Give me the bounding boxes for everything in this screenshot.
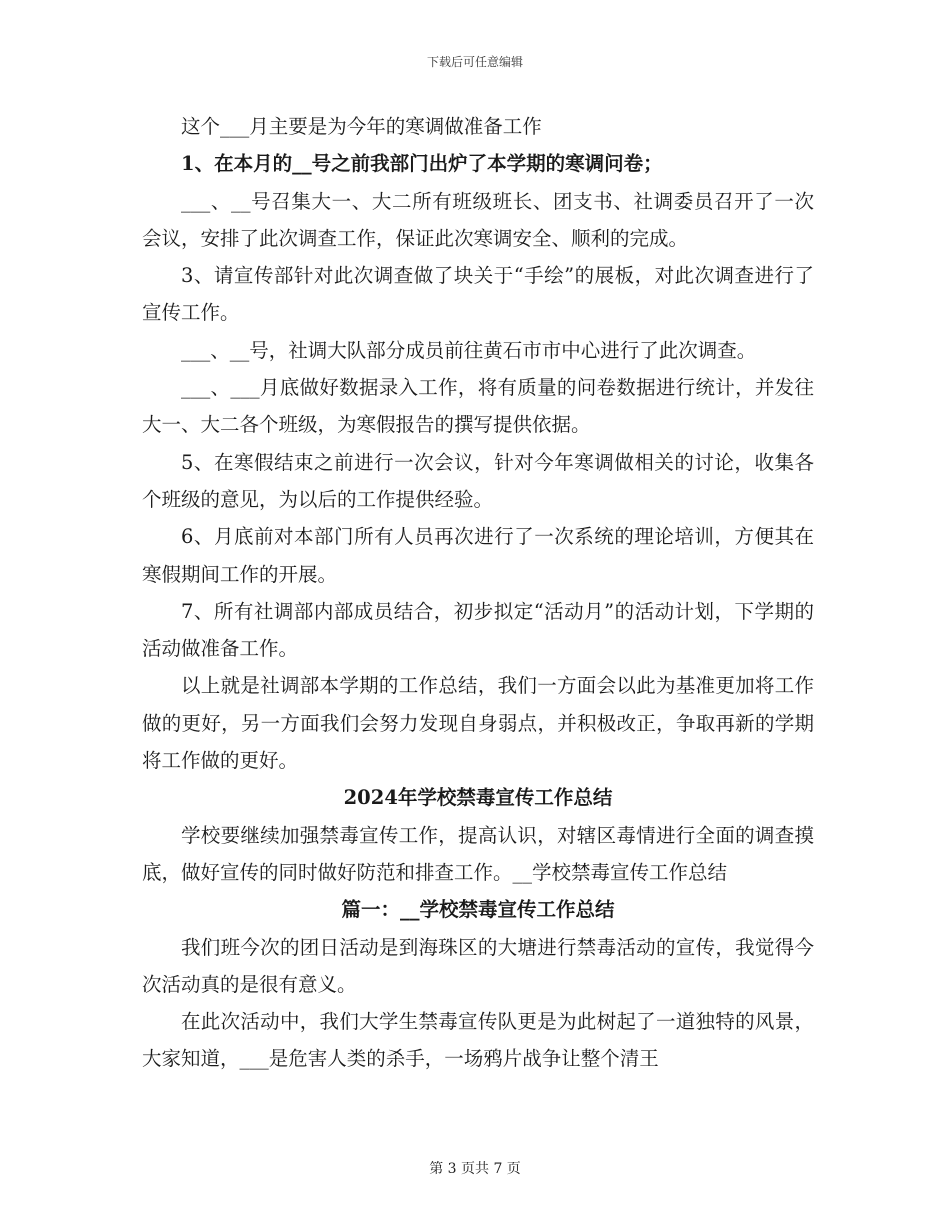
paragraph-1: 这个___月主要是为今年的寒调做准备工作 (181, 115, 542, 138)
section-heading-1: 2024年学校禁毒宣传工作总结 (343, 786, 613, 810)
page-footer: 第 3 页共 7 页 (429, 1161, 521, 1177)
paragraph-7: 5、在寒假结束之前进行一次会议，针对今年寒调做相关的讨论，收集各个班级的意见，为以后的工作提供经验。 (142, 450, 814, 511)
paragraph-8: 6、月底前对本部门所有人员再次进行了一次系统的理论培训，方便其在寒假期间工作的开展。 (142, 525, 814, 586)
paragraph-3: ___、__号召集大一、大二所有班级班长、团支书、社调委员召开了一次会议，安排了此次调查工作，保证此次寒调安全、顺利的完成。 (142, 189, 814, 250)
paragraph-5: ___、__号，社调大队部分成员前往黄石市市中心进行了此次调查。 (181, 338, 757, 362)
paragraph-10: 以上就是社调部本学期的工作总结，我们一方面会以此为基准更加将工作做的更好，另一方面我们会努力发现自身弱点，并积极改正，争取再新的学期将工作做的更好。 (142, 674, 814, 773)
paragraph-9: 7、所有社调部内部成员结合，初步拟定“活动月”的活动计划，下学期的活动做准备工作。 (142, 599, 814, 661)
paragraph-12: 我们班今次的团日活动是到海珠区的大塘进行禁毒活动的宣传，我觉得今次活动真的是很有意义。 (142, 935, 814, 996)
paragraph-6: ___、___月底做好数据录入工作，将有质量的问卷数据进行统计，并发往大一、大二各个班级，为寒假报告的撰写提供依据。 (142, 376, 814, 437)
section-heading-2: 篇一：__学校禁毒宣传工作总结 (341, 898, 615, 922)
page-header: 下载后可任意编辑 (426, 55, 523, 69)
paragraph-4: 3、请宣传部针对此次调查做了块关于“手绘”的展板，对此次调查进行了宣传工作。 (142, 264, 814, 325)
paragraph-11: 学校要继续加强禁毒宣传工作，提高认识，对辖区毒情进行全面的调查摸底，做好宣传的同时做好防范和排查工作。__学校禁毒宣传工作总结 (142, 823, 814, 884)
paragraph-13: 在此次活动中，我们大学生禁毒宣传队更是为此树起了一道独特的风景，大家知道，___是危害人类的杀手，一场鸦片战争让整个清王 (142, 1010, 814, 1071)
document-body (142, 108, 814, 1078)
paragraph-2-bold: 1、在本月的__号之前我部门出炉了本学期的寒调问卷； (181, 152, 663, 176)
